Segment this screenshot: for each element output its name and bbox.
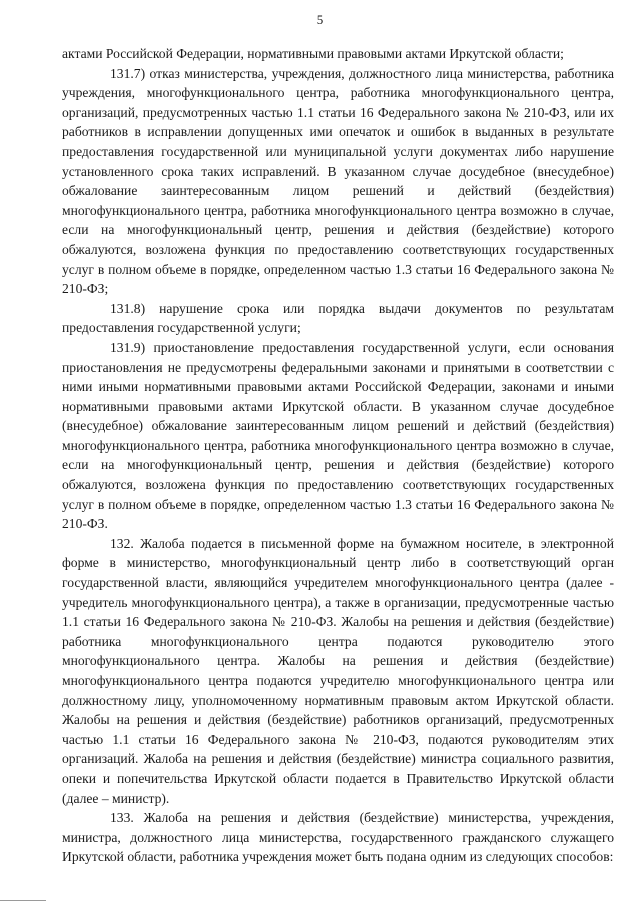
footer-divider bbox=[0, 900, 46, 901]
paragraph-132: 132. Жалоба подается в письменной форме на бумажном носителе, в электронной форме в министерство, многофункциональный центр либо в соответствующий орган государственной власти, являющийся учредителем многофункционального центра (далее - учредитель многофункционального центра), а также в организации, предусмотренные частью 1.1 статьи 16 Федерального закона № 210-ФЗ. Жалобы на решения и действия (бездействие) работника многофункционального центра подаются руководителю этого многофункционального центра. Жалобы на решения и действия (бездействие) многофункционального центра подаются учредителю многофункционального центра или должностному лицу, уполномоченному нормативным правовым актом Иркутской области. Жалобы на решения и действия (бездействие) работников организаций, предусмотренных частью 1.1 статьи 16 Федерального закона № 210-ФЗ, подаются руководителям этих организаций. Жалоба на решения и действия (бездействие) министра социального развития, опеки и попечительства Иркутской области подается в Правительство Иркутской области (далее – министр). bbox=[62, 535, 614, 806]
page-number: 5 bbox=[316, 12, 324, 27]
paragraph-continuation: актами Российской Федерации, нормативными правовыми актами Иркутской области; bbox=[62, 46, 564, 61]
paragraph-131-7: 131.7) отказ министерства, учреждения, должностного лица министерства, работника учреждения, многофункционального центра, работника многофункционального центра, организаций, предусмотренных частью 1.1 статьи 16 Федерального закона № 210-ФЗ, или их работников в исправлении допущенных ими опечаток и ошибок в выданных в результате предоставления государственной или муниципальной услуги документах либо нарушение установленного срока таких исправлений. В указанном случае досудебное (внесудебное) обжалование заинтересованным лицом решений и действий (бездействия) многофункционального центра, работника многофункционального центра возможно в случае, если на многофункциональный центр, решения и действия (бездействие) которого обжалуются, возложена функция по предоставлению соответствующих государственных услуг в полном объеме в порядке, определенном частью 1.3 статьи 16 Федерального закона № 210-ФЗ; bbox=[62, 65, 614, 297]
paragraph-133: 133. Жалоба на решения и действия (бездействие) министерства, учреждения, министра, должностного лица министерства, государственного гражданского служащего Иркутской области, работника учреждения может быть подана одним из следующих способов: bbox=[62, 810, 614, 865]
paragraph-131-8: 131.8) нарушение срока или порядка выдачи документов по результатам предоставления государственной услуги; bbox=[62, 300, 614, 336]
paragraph-131-9: 131.9) приостановление предоставления государственной услуги, если основания приостановления не предусмотрены федеральными законами и принятыми в соответствии с ними иными нормативными правовыми актами Российской Федерации, законами и иными нормативными правовыми актами Иркутской области. В указанном случае досудебное (внесудебное) обжалование заинтересованным лицом решений и действий (бездействия) многофункционального центра, работника многофункционального центра возможно в случае, если на многофункциональный центр, решения и действия (бездействие) которого обжалуются, возложена функция по предоставлению соответствующих государственных услуг в полном объеме в порядке, определенном частью 1.3 статьи 16 Федерального закона № 210-ФЗ. bbox=[62, 339, 614, 532]
document-body bbox=[62, 44, 614, 867]
